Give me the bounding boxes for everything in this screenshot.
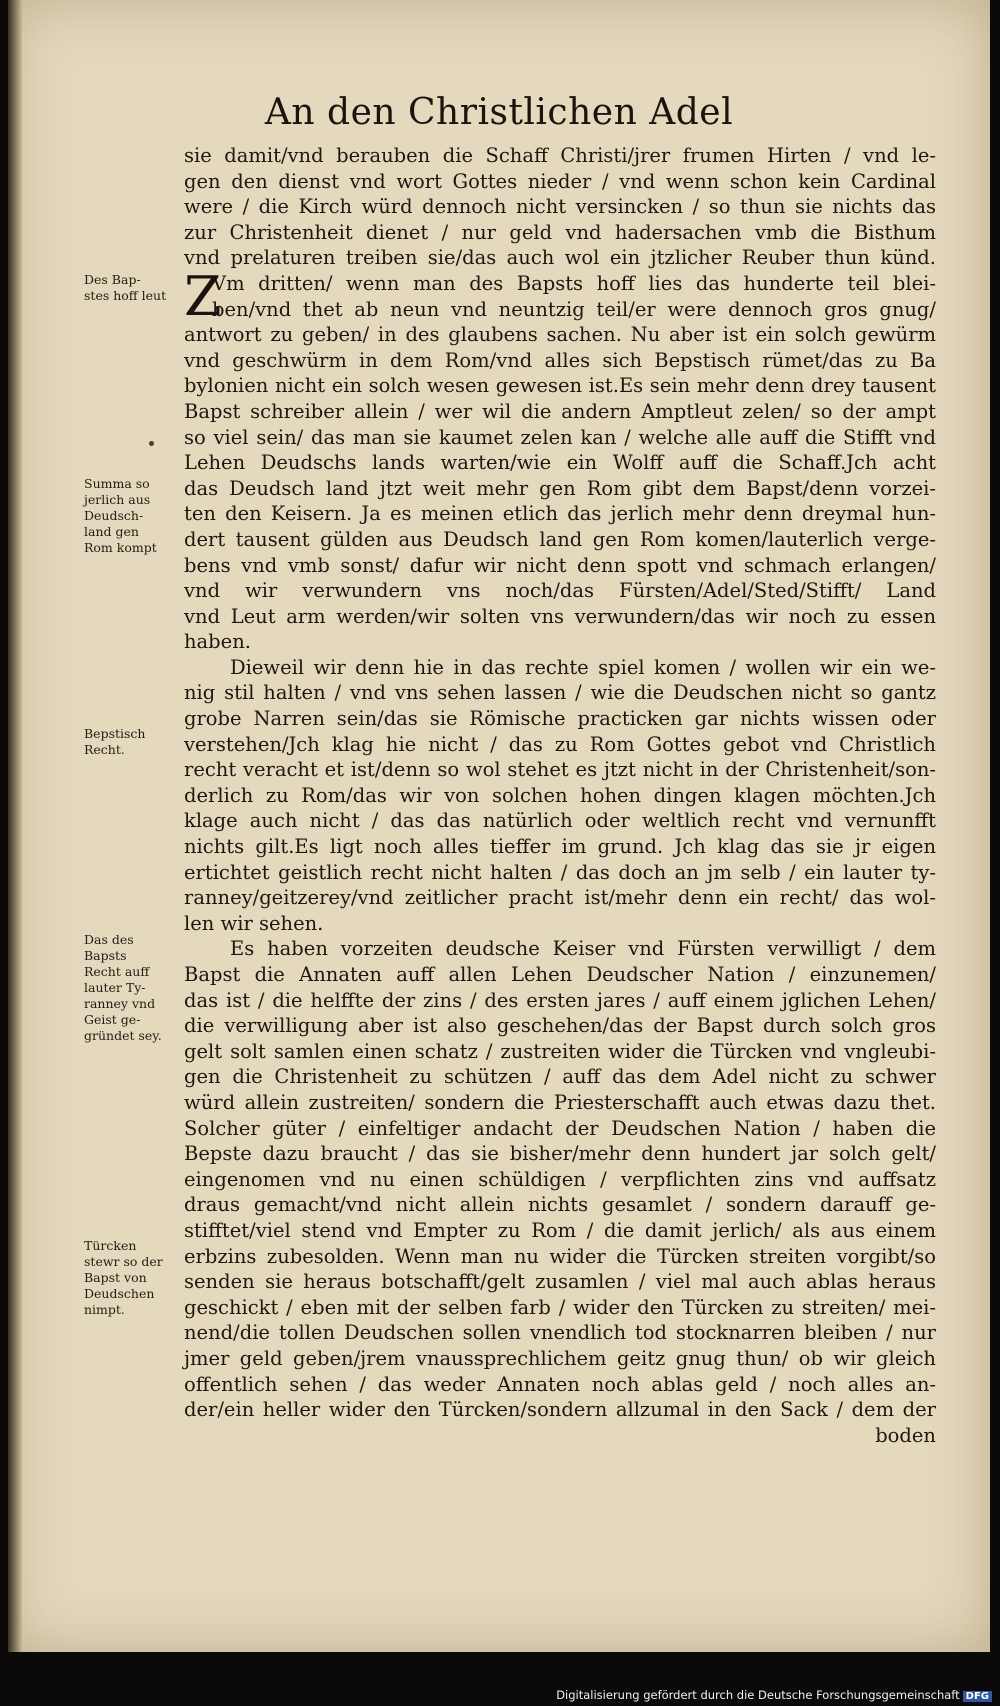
marginal-note — [84, 932, 184, 1044]
text-line: vnd Leut arm werden/wir solten vns verwundern/das wir noch zu essen — [184, 604, 936, 628]
text-line: verstehen/Jch klag hie nicht / das zu Rom Gottes gebot vnd Christlich — [184, 732, 936, 756]
text-line: Bepste dazu braucht / das sie bisher/mehr denn hundert jar solch gelt/ — [184, 1142, 936, 1166]
text-line: vnd wir verwundern vns noch/das Fürsten/Adel/Sted/Stifft/ Land — [184, 579, 936, 603]
text-line: Lehen Deudschs lands warten/wie ein Wolff auff die Schaff.Jch acht — [184, 451, 936, 475]
ink-dot — [149, 441, 154, 446]
text-line: geschickt / eben mit der selben farb / wider den Türcken zu streiten/ mei- — [184, 1295, 936, 1319]
text-line: antwort zu geben/ in des glaubens sachen. Nu aber ist ein solch gewürm — [184, 323, 936, 347]
footer-text: Digitalisierung gefördert durch die Deutsche Forschungsgemeinschaft — [556, 1688, 960, 1702]
text-line: bens vnd vmb sonst/ dafur wir nicht denn spott vnd schmach erlangen/ — [184, 553, 936, 577]
text-line: zur Christenheit dienet / nur geld vnd hadersachen vmb die Bisthum — [184, 220, 936, 244]
marginal-note-text: Türcken stewr so der Bapst von Deudschen nimpt. — [84, 1238, 163, 1317]
text-line: Dieweil wir denn hie in das rechte spiel komen / wollen wir ein we- — [230, 655, 936, 679]
text-line: nend/die tollen Deudschen sollen vnendlich tod stocknarren bleiben / nur — [184, 1321, 936, 1345]
text-line: erbzins zubesolden. Wenn man nu wider die Türcken streiten vorgibt/so — [184, 1244, 936, 1268]
text-line: eingenomen vnd nu einen schüldigen / verpflichten zins vnd auffsatz — [184, 1167, 936, 1191]
text-line: Solcher güter / einfeltiger andacht der Deudschen Nation / haben die — [184, 1116, 936, 1140]
text-line: das ist / die helffte der zins / des ersten jares / auff einem jglichen Lehen/ — [184, 988, 936, 1012]
text-line: gen die Christenheit zu schützen / auff das dem Adel nicht zu schwer — [184, 1065, 936, 1089]
marginal-note-text: Des Bap- stes hoff leut — [84, 272, 167, 303]
text-line: nichts gilt.Es ligt noch alles tieffer im grund. Jch klag das sie jr eigen — [184, 835, 936, 859]
text-line: Bapst die Annaten auff allen Lehen Deudscher Nation / einzunemen/ — [184, 963, 936, 986]
text-line: ten den Keisern. Ja es meinen etlich das jerlich mehr denn dreymal hun- — [184, 502, 936, 526]
text-line: Bapst schreiber allein / wer wil die andern Amptleut zelen/ so der ampt — [184, 399, 936, 423]
marginal-note-text: Bepstisch Recht. — [84, 726, 146, 757]
text-line: vnd geschwürm in dem Rom/vnd alles sich Bepstisch rümet/das zu Ba — [184, 348, 936, 372]
text-line: grobe Narren sein/das sie Römische practicken gar nichts wissen oder — [184, 707, 936, 731]
marginal-note — [84, 272, 184, 304]
text-line: klage auch nicht / das das natürlich oder weltlich recht vnd vernunfft — [184, 809, 936, 833]
text-line: gen den dienst vnd wort Gottes nieder / vnd wenn schon kein Cardinal — [184, 169, 936, 193]
running-head: An den Christlichen Adel — [264, 92, 734, 133]
text-line: Es haben vorzeiten deudsche Keiser vnd Fürsten verwilligt / dem — [230, 937, 936, 961]
main-text-block — [184, 143, 936, 1448]
text-line: vnd prelaturen treiben sie/das auch wol ein jtzlicher Reuber thun künd. — [184, 246, 936, 270]
text-line: die verwilligung aber ist also geschehen/das der Bapst durch solch gros — [184, 1014, 936, 1038]
catchword: boden — [875, 1423, 936, 1447]
text-line: so viel sein/ das man sie kaumet zelen kan / welche alle auff die Stifft vnd — [184, 425, 936, 449]
marginal-note-text: Das des Bapsts Recht auff lauter Ty- ranney vnd Geist ge- gründet sey. — [84, 932, 162, 1043]
text-line: draus gemacht/vnd nicht allein nichts gesamlet / sondern darauff ge- — [184, 1193, 936, 1217]
text-line: senden sie heraus botschafft/gelt zusamlen / viel mal auch ablas heraus — [184, 1270, 936, 1294]
book-page — [8, 0, 990, 1652]
text-line: stifftet/viel stend vnd Empter zu Rom / die damit jerlich/ als aus einem — [184, 1218, 936, 1242]
text-line: recht veracht et ist/denn so wol stehet es jtzt nicht in der Christenheit/son- — [184, 758, 936, 782]
text-line-content: Vm dritten/ wenn man des Bapsts hoff lies das hunderte teil blei- — [212, 271, 936, 295]
text-line: bylonien nicht ein solch wesen gewesen ist.Es sein mehr denn drey tausent — [184, 374, 936, 398]
text-line: gelt solt samlen einen schatz / zustreiten wider die Türcken vnd vngleubi- — [184, 1039, 936, 1063]
marginal-note — [84, 476, 184, 556]
text-line-content: ben/vnd thet ab neun vnd neuntzig teil/er were dennoch gros gnug/ — [212, 297, 936, 321]
binding-gutter — [8, 0, 22, 1652]
marginal-note — [84, 726, 184, 758]
text-line: jmer geld geben/jrem vnaussprechlichem geitz gnug thun/ ob wir gleich — [184, 1346, 936, 1370]
text-line: würd allein zustreiten/ sondern die Priesterschafft auch etwas dazu thet. — [184, 1090, 936, 1114]
text-line: das Deudsch land jtzt weit mehr gen Rom gibt dem Bapst/denn vorzei- — [184, 476, 936, 500]
text-line: derlich zu Rom/das wir von solchen hohen dingen klagen möchten.Jch — [184, 783, 936, 807]
marginal-note — [84, 1238, 184, 1318]
text-line: ranney/geitzerey/vnd zeitlicher pracht ist/mehr denn ein recht/ das wol- — [184, 886, 936, 910]
text-line: len wir sehen. — [184, 911, 324, 935]
text-line: dert tausent gülden aus Deudsch land gen Rom komen/lauterlich verge- — [184, 527, 936, 551]
text-line — [184, 297, 936, 323]
dfg-logo: DFG — [963, 1691, 992, 1702]
text-line: nig stil halten / vnd vns sehen lassen / wie die Deudschen nicht so gantz — [184, 681, 936, 705]
footer-credit — [556, 1688, 992, 1702]
text-line: offentlich sehen / das weder Annaten noch ablas geld / noch alles an- — [184, 1372, 936, 1396]
text-line: sie damit/vnd berauben die Schaff Christi/jrer frumen Hirten / vnd le- — [184, 144, 936, 167]
text-line: der/ein heller wider den Türcken/sondern allzumal in den Sack / dem der — [184, 1398, 936, 1422]
text-line: ertichtet geistlich recht nicht halten / das doch an jm selb / ein lauter ty- — [184, 860, 936, 884]
text-line: were / die Kirch würd dennoch nicht versincken / so thun sie nichts das — [184, 195, 936, 219]
drop-cap: Z — [184, 264, 222, 328]
text-line: haben. — [184, 630, 251, 654]
marginal-note-text: Summa so jerlich aus Deudsch- land gen Rom kompt — [84, 476, 157, 555]
